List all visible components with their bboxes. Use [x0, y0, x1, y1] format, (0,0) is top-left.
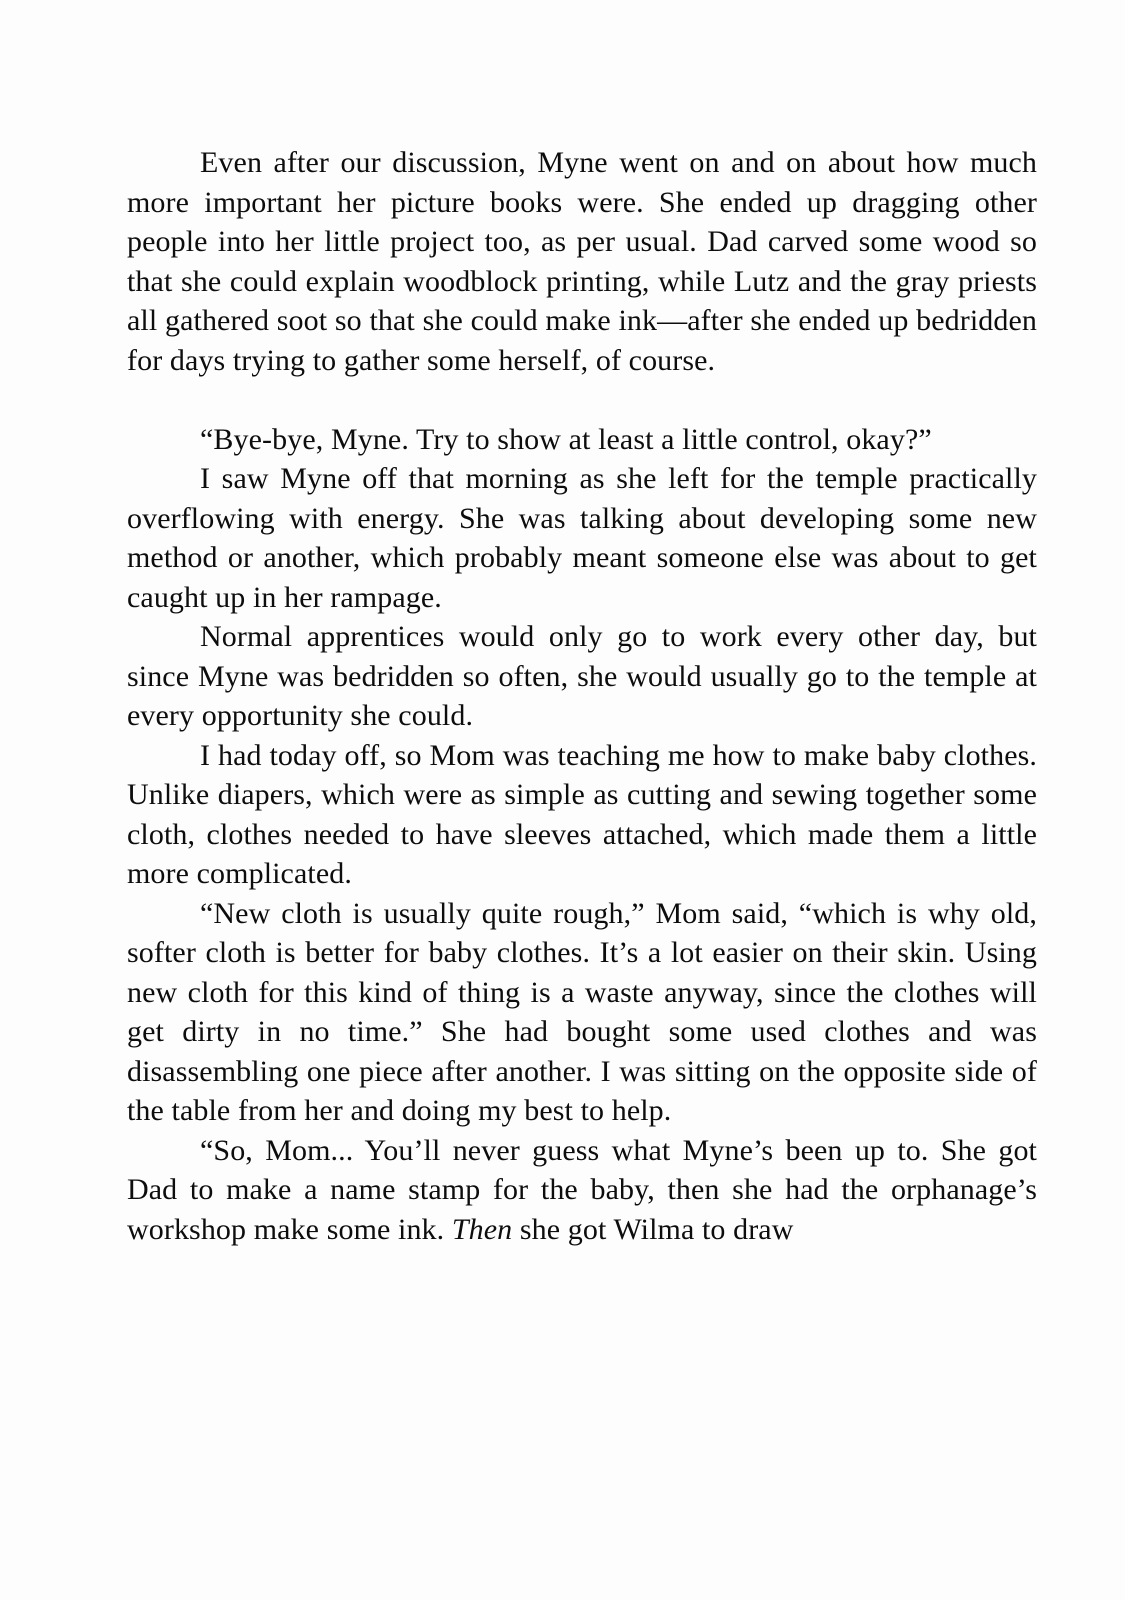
text-segment: “Bye-bye, Myne. Try to show at least a little control, okay?” — [200, 422, 932, 456]
text-segment: she got Wilma to draw — [512, 1212, 794, 1246]
text-segment: Even after our discussion, Myne went on and on about how much more important her picture books were. She ended up dragging other people into her little project too, as per usual. Dad carved some wood so that she could explain woodblock printing, while Lutz and the gray priests all gathered soot so that she could make ink—after she ended up bedridden for days trying to gather some herself, of course. — [127, 146, 1037, 377]
paragraph — [127, 736, 1037, 894]
text-segment: Normal apprentices would only go to work every other day, but since Myne was bedridden so often, she would usually go to the temple at every opportunity she could. — [127, 620, 1037, 732]
paragraph — [127, 420, 1037, 460]
text-segment: “So, Mom... You’ll never guess what Myne’s been up to. She got Dad to make a name stamp for the baby, then she had the orphanage’s workshop make some ink. — [127, 1133, 1037, 1246]
paragraph — [127, 459, 1037, 617]
paragraph — [127, 894, 1037, 1131]
paragraph — [127, 1131, 1037, 1250]
text-segment: I had today off, so Mom was teaching me how to make baby clothes. Unlike diapers, which were as simple as cutting and sewing together some cloth, clothes needed to have sleeves attached, which made them a little more complicated. — [127, 738, 1037, 890]
text-segment: “New cloth is usually quite rough,” Mom said, “which is why old, softer cloth is better for baby clothes. It’s a lot easier on their skin. Using new cloth for this kind of thing is a waste anyway, since the clothes will get dirty in no time.” She had bought some used clothes and was disassembling one piece after another. I was sitting on the opposite side of the table from her and doing my best to help. — [127, 896, 1037, 1127]
text-segment: I saw Myne off that morning as she left for the temple practically overflowing with energy. She was talking about developing some new method or another, which probably meant someone else was about to get caught up in her rampage. — [127, 462, 1037, 614]
italic-text-segment: Then — [451, 1212, 513, 1246]
paragraph — [127, 617, 1037, 736]
paragraph — [127, 143, 1037, 380]
text-block — [127, 143, 1037, 1249]
